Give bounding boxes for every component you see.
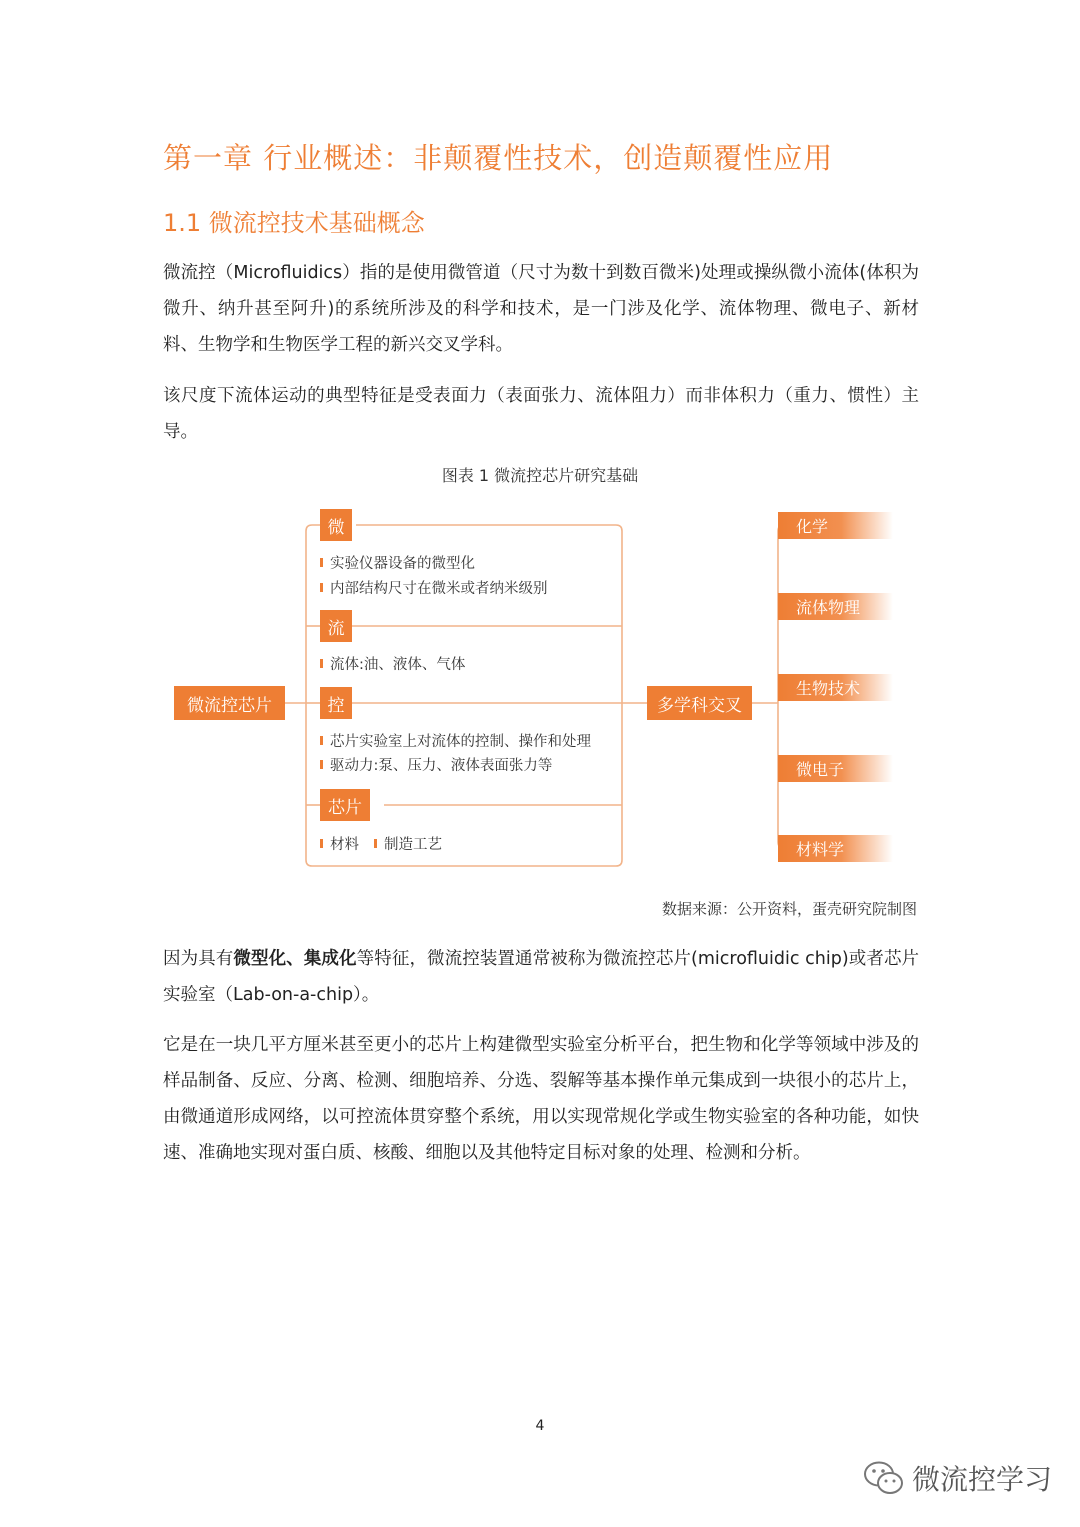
chapter-title: 第一章 行业概述：非颠覆性技术，创造颠覆性应用 xyxy=(163,141,834,175)
p3-text-2: 等特征，微流控装置通常被称为微流控芯片(microfluidic chip)或者芯片实验室（Lab-on-a-chip）。 xyxy=(163,949,920,1005)
group-wei-label: 微 xyxy=(320,509,352,541)
discipline-materials: 材料学 xyxy=(778,835,893,862)
root-node: 微流控芯片 xyxy=(174,686,285,720)
hub-node: 多学科交叉 xyxy=(647,686,752,720)
p3-bold-sep: 、 xyxy=(286,949,304,969)
bullet-marker xyxy=(320,736,323,745)
bullet-marker xyxy=(320,659,323,668)
paragraph-4: 它是在一块几平方厘米甚至更小的芯片上构建微型实验室分析平台，把生物和化学等领域中涉及的样品制备、反应、分离、检测、细胞培养、分选、裂解等基本操作单元集成到一块很小的芯片上，由微通道形成网络，以可控流体贯穿整个系统，用以实现常规化学或生物实验室的各种功能，如快速、准确地实现对蛋白质、核酸、细胞以及其他特定目标对象的处理、检测和分析。 xyxy=(163,1035,919,1163)
wechat-icon xyxy=(862,1458,906,1498)
bullet-marker xyxy=(320,760,323,769)
paragraph-1: 微流控（Microfluidics）指的是使用微管道（尺寸为数十到数百微米)处理或操纵微小流体(体积为微升、纳升甚至阿升)的系统所涉及的科学和技术，是一门涉及化学、流体物理、微电子、新材料、生物学和生物医学工程的新兴交叉学科。 xyxy=(163,263,919,355)
figure-source: 数据来源：公开资料，蛋壳研究院制图 xyxy=(661,900,917,918)
discipline-biotech: 生物技术 xyxy=(778,674,893,701)
bullet-text: 芯片实验室上对流体的控制、操作和处理 xyxy=(330,734,591,750)
bullet-marker xyxy=(320,558,323,567)
bullet-text: 驱动力:泵、压力、液体表面张力等 xyxy=(330,758,553,774)
bullet-text: 内部结构尺寸在微米或者纳米级别 xyxy=(330,581,548,597)
paragraph-3 xyxy=(163,941,919,1013)
group-liu-item-1 xyxy=(320,653,465,674)
discipline-microelectronics: 微电子 xyxy=(778,755,893,782)
p3-text-1: 因为具有 xyxy=(163,949,234,969)
bullet-text: 实验仪器设备的微型化 xyxy=(330,556,475,572)
watermark xyxy=(862,1458,1052,1498)
group-kong-item-1 xyxy=(320,730,591,751)
bullet-marker xyxy=(374,839,377,848)
page-number: 4 xyxy=(535,1418,545,1434)
bullet-text: 材料 xyxy=(330,837,359,853)
section-title: 1.1 微流控技术基础概念 xyxy=(163,209,425,237)
p3-bold-1: 微型化 xyxy=(233,949,287,969)
bullet-text: 制造工艺 xyxy=(384,837,442,853)
group-wei-item-1 xyxy=(320,552,475,573)
discipline-chemistry: 化学 xyxy=(778,512,893,539)
bullet-marker xyxy=(320,583,323,592)
bullet-marker xyxy=(320,839,323,848)
group-wei-item-2 xyxy=(320,577,548,598)
group-liu-label: 流 xyxy=(320,610,352,642)
group-xinpian-item-2 xyxy=(374,833,442,854)
p3-bold-2: 集成化 xyxy=(303,949,357,969)
group-xinpian-label: 芯片 xyxy=(320,789,370,821)
discipline-fluid-physics: 流体物理 xyxy=(778,593,893,620)
group-kong-label: 控 xyxy=(320,687,352,719)
figure-caption: 图表 1 微流控芯片研究基础 xyxy=(441,466,639,485)
bullet-text: 流体:油、液体、气体 xyxy=(330,657,466,673)
group-kong-item-2 xyxy=(320,754,552,775)
group-xinpian-item-1 xyxy=(320,833,359,854)
paragraph-2: 该尺度下流体运动的典型特征是受表面力（表面张力、流体阻力）而非体积力（重力、惯性）主导。 xyxy=(163,386,919,442)
watermark-text: 微流控学习 xyxy=(912,1463,1053,1496)
